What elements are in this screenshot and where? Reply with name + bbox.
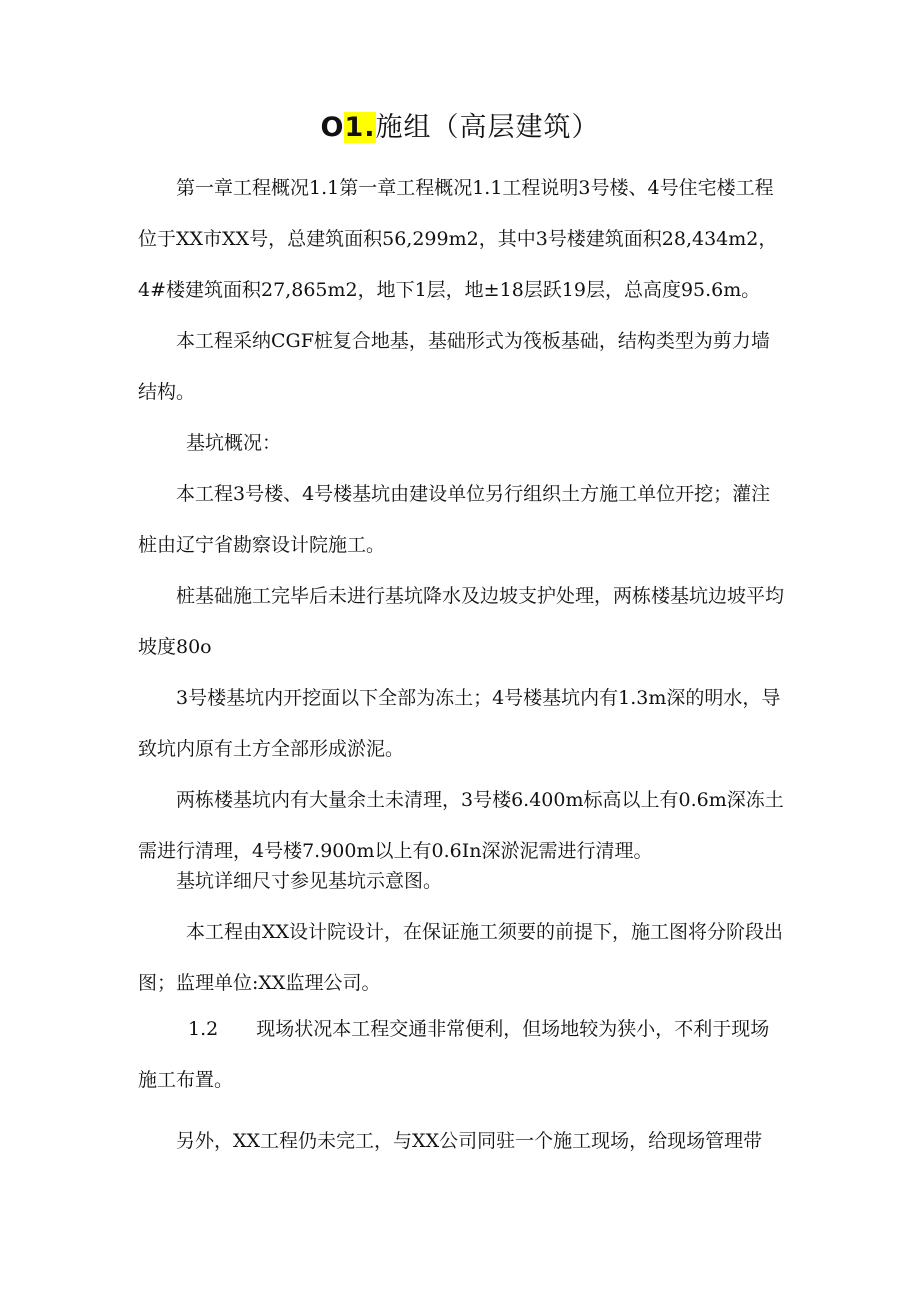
paragraph-site-conditions: 1.2 现场状况本工程交通非常便利，但场地较为狭小，不利于现场施工布置。 bbox=[138, 1018, 770, 1091]
document-title bbox=[0, 108, 920, 148]
paragraph-site-management: 另外，XX工程仍未完工，与XX公司同驻一个施工现场，给现场管理带 bbox=[176, 1130, 763, 1152]
paragraph-design-supervision: 本工程由XX设计院设计，在保证施工须要的前提下，施工图将分阶段出图；监理单位:XX监理公司。 bbox=[138, 921, 784, 994]
paragraph-pit-excavation: 本工程3号楼、4号楼基坑由建设单位另行组织土方施工单位开挖；灌注桩由辽宁省勘察设计院施工。 bbox=[138, 483, 771, 556]
title-text: 施组（高层建筑） bbox=[375, 112, 600, 143]
title-highlight: 1. bbox=[344, 112, 376, 143]
title-prefix: O bbox=[320, 112, 345, 143]
paragraph-pit-dimensions: 基坑详细尺寸参见基坑示意图。 bbox=[176, 870, 443, 892]
paragraph-foundation-type: 本工程采纳CGF桩复合地基，基础形式为筏板基础，结构类型为剪力墙结构。 bbox=[138, 330, 770, 403]
paragraph-residual-soil: 两栋楼基坑内有大量余土未清理，3号楼6.400m标高以上有0.6m深冻土需进行清理，4号楼7.900m以上有0.6In深淤泥需进行清理。 bbox=[138, 789, 784, 862]
paragraph-pit-overview-heading: 基坑概况： bbox=[186, 432, 282, 454]
paragraph-project-description: 第一章工程概况1.1第一章工程概况1.1工程说明3号楼、4号住宅楼工程位于XX市XX号，总建筑面积56,299m2，其中3号楼建筑面积28,434m2，4#楼建筑面积27,865m2，地下1层，地±18层跃19层，总高度95.6m。 bbox=[138, 177, 778, 301]
paragraph-frozen-soil: 3号楼基坑内开挖面以下全部为冻土；4号楼基坑内有1.3m深的明水，导致坑内原有土方全部形成淤泥。 bbox=[138, 687, 781, 760]
paragraph-pile-slope: 桩基础施工完毕后未进行基坑降水及边坡支护处理，两栋楼基坑边坡平均坡度80o bbox=[138, 585, 785, 658]
